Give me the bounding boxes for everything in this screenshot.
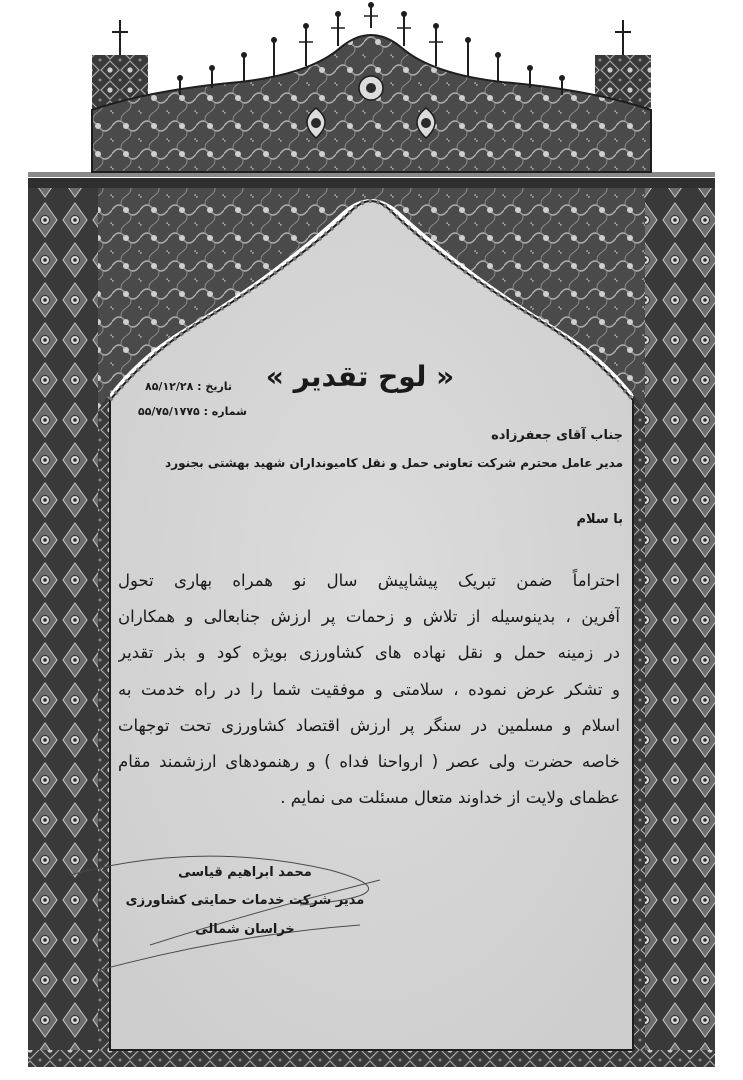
body-line: خاصه حضرت ولی عصر ( ارواحنا فداه ) و رهنمودهای ارزشمند مقام — [118, 751, 620, 771]
greeting: با سلام — [576, 512, 623, 527]
letter-body — [118, 563, 620, 816]
certificate-title: « لوح تقدیر » — [265, 360, 455, 393]
body-line: عظمای ولایت از خداوند متعال مسئلت می نمایم . — [280, 788, 620, 808]
body-line: و تشکر عرض نموده ، سلامتی و موفقیت شما را در راه خدمت به — [118, 679, 620, 699]
signatory-name: محمد ابراهیم قیاسی — [178, 865, 312, 880]
body-line: احتراماً ضمن تبریک پیشاپیش سال نو همراه بهاری تحول — [118, 571, 620, 590]
body-line: آفرین ، بدینوسیله از تلاش و زحمات پر ارزش جنابعالی و همکاران — [118, 607, 620, 627]
recipient-title: مدیر عامل محترم شرکت تعاونی حمل و نقل کامیونداران شهید بهشتی بجنورد — [165, 456, 623, 470]
reference-number: شماره : ۵۵/۷۵/۱۷۷۵ — [138, 405, 247, 418]
signatory-title: مدیر شرکت خدمات حمایتی کشاورزی — [125, 893, 365, 908]
signatory-region: خراسان شمالی — [195, 922, 295, 937]
date-label: تاریخ : ۸۵/۱۲/۲۸ — [145, 380, 233, 393]
body-line: در زمینه حمل و نقل نهاده های کشاورزی بویژه کود و بذر تقدیر — [118, 643, 620, 663]
body-line: اسلام و مسلمین در سنگر پر ارزش اقتصاد کشاورزی تحت توجهات — [118, 715, 620, 735]
recipient-name: جناب آقای جعفرزاده — [491, 428, 623, 443]
